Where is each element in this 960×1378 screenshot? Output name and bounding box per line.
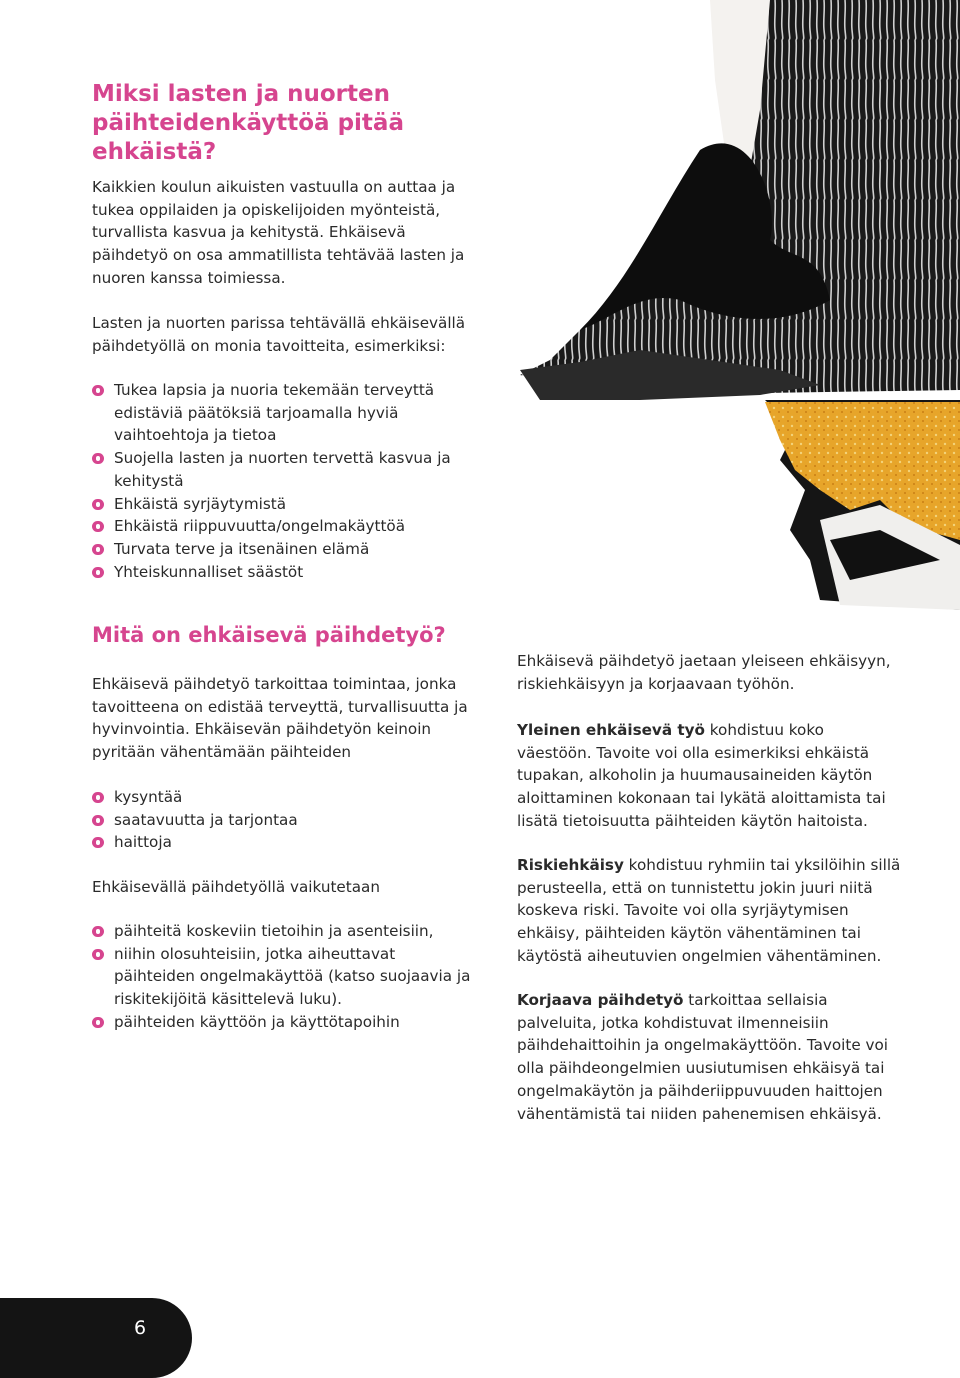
goals-list [92,379,477,583]
page-number: 6 [133,1317,147,1339]
list-item: Suojella lasten ja nuorten tervettä kasvua ja kehitystä [92,447,477,492]
categories-intro-paragraph: Ehkäisevä päihdetyö jaetaan yleiseen ehkäisyyn, riskiehkäisyyn ja korjaavaan työhön. [517,652,891,693]
bullet-icon [92,499,104,510]
bullet-icon [92,792,104,803]
bullet-icon [92,567,104,578]
page-number-tab [0,1298,192,1378]
corrective-work-paragraph: Korjaava päihdetyö tarkoittaa sellaisia palveluita, jotka kohdistuvat ilmenneisiin päihdehaittoihin ja ongelmakäyttöön. Tavoite voi olla päihdeongelmien uusiutumisen ehkäisyä tai ongelmakäytön ja päihderiippuvuuden haittojen vähentämistä tai niiden pahenemisen ehkäisyä. [517,991,889,1123]
general-prevention-paragraph: Yleinen ehkäisevä työ kohdistuu koko väestöön. Tavoite voi olla esimerkiksi ehkäistä tupakan, alkoholin ja huumausaineiden käytön aloittaminen kokonaan tai lykätä aloittamista tai lisätä tietoisuutta päihteiden käytön haitoista. [517,721,886,830]
list-item: Turvata terve ja itsenäinen elämä [92,538,477,561]
intro-paragraph: Kaikkien koulun aikuisten vastuulla on auttaa ja tukea oppilaiden ja opiskelijoiden myönteistä, turvallista kasvua ja kehitystä. Ehkäisevä päihdetyö on osa ammatillista tehtävää lasten ja nuoren kanssa toimiessa. [92,178,465,287]
bullet-icon [92,926,104,937]
list-item: päihteiden käyttöön ja käyttötapoihin [92,1011,477,1034]
section-heading-what-is: Mitä on ehkäisevä päihdetyö? [92,623,446,647]
list-item: Ehkäistä syrjäytymistä [92,493,477,516]
bullet-icon [92,453,104,464]
corrective-work-term: Korjaava päihdetyö [517,991,684,1009]
bullet-icon [92,949,104,960]
risk-prevention-term: Riskiehkäisy [517,856,624,874]
influence-lead-paragraph: Ehkäisevällä päihdetyöllä vaikutetaan [92,878,380,896]
list-item: päihteitä koskeviin tietoihin ja asenteisiin, [92,920,477,943]
list-item: Tukea lapsia ja nuoria tekemään terveyttä edistäviä päätöksiä tarjoamalla hyviä vaihtoehtoja ja tietoa [92,379,477,447]
definition-paragraph: Ehkäisevä päihdetyö tarkoittaa toimintaa, jonka tavoitteena on edistää terveyttä, turvallisuutta ja hyvinvointia. Ehkäisevän päihdetyön keinoin pyritään vähentämään päihteiden [92,675,468,762]
bullet-icon [92,815,104,826]
list-item: saatavuutta ja tarjontaa [92,809,477,832]
section-heading-why-prevent: Miksi lasten ja nuorten päihteidenkäyttöä pitää ehkäistä? [92,81,404,165]
list-item: Ehkäistä riippuvuutta/ongelmakäyttöä [92,515,477,538]
bullet-icon [92,521,104,532]
bullet-icon [92,837,104,848]
bullet-icon [92,1017,104,1028]
list-item: niihin olosuhteisiin, jotka aiheuttavat päihteiden ongelmakäyttöä (katso suojaavia ja riskitekijöitä käsittelevä luku). [92,943,477,1011]
general-prevention-term: Yleinen ehkäisevä työ [517,721,705,739]
bullet-icon [92,385,104,396]
bullet-icon [92,544,104,555]
risk-prevention-paragraph: Riskiehkäisy kohdistuu ryhmiin tai yksilöihin sillä perusteella, että on tunnistettu jokin juuri niitä koskeva riski. Tavoite voi olla syrjäytymisen ehkäisy, päihteiden käytön vähentäminen tai käytöstä aiheutuvien ongelmien vähentäminen. [517,856,901,965]
influence-list [92,920,477,1034]
reduce-list [92,786,477,854]
list-item: kysyntää [92,786,477,809]
goals-lead-paragraph: Lasten ja nuorten parissa tehtävällä ehkäisevällä päihdetyöllä on monia tavoitteita, esimerkiksi: [92,314,466,355]
list-item: haittoja [92,831,477,854]
collage-photo [520,0,960,610]
list-item: Yhteiskunnalliset säästöt [92,561,477,584]
